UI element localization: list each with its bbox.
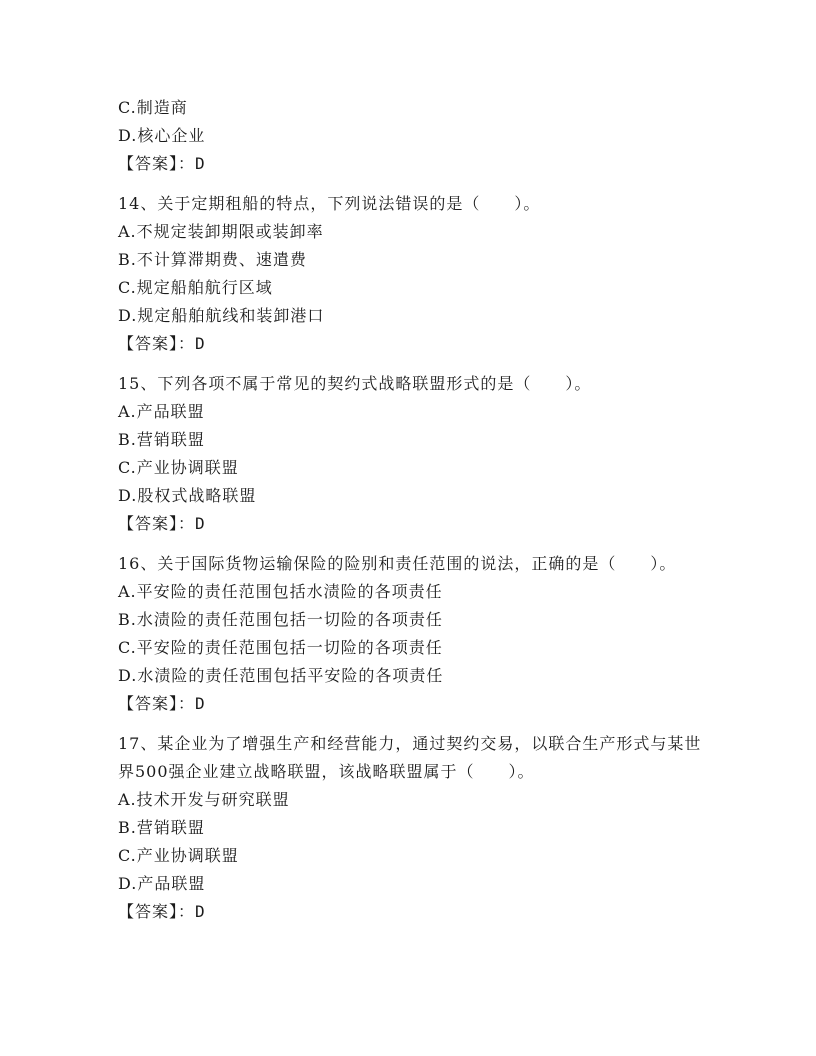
option-a: A.产品联盟 (118, 402, 205, 421)
answer-label: 【答案】： (118, 514, 196, 533)
option-c: C.规定船舶航行区域 (118, 278, 273, 297)
option-d: D.产品联盟 (118, 874, 206, 893)
answer-label: 【答案】： (118, 694, 196, 713)
answer-value: D (195, 694, 206, 713)
answer-line (118, 690, 708, 718)
question-15 (118, 370, 708, 538)
question-16 (118, 550, 708, 718)
option-c: C.产业协调联盟 (118, 458, 239, 477)
option-b: B.营销联盟 (118, 818, 205, 837)
answer-value: D (195, 154, 206, 173)
option-a: A.技术开发与研究联盟 (118, 790, 290, 809)
answer-label: 【答案】： (118, 154, 196, 173)
answer-value: D (195, 514, 206, 533)
option-b: B.营销联盟 (118, 430, 205, 449)
question-14 (118, 190, 708, 358)
option-c: C.产业协调联盟 (118, 846, 239, 865)
option-c: C.平安险的责任范围包括一切险的各项责任 (118, 638, 443, 657)
answer-line (118, 330, 708, 358)
option-d: D.股权式战略联盟 (118, 486, 257, 505)
document-page (118, 94, 708, 926)
prev-question-tail (118, 94, 708, 178)
option-d: D.规定船舶航线和装卸港口 (118, 306, 325, 325)
answer-line (118, 898, 708, 926)
option-d: D.核心企业 (118, 126, 206, 145)
option-b: B.不计算滞期费、速遣费 (118, 250, 307, 269)
question-title: 16、关于国际货物运输保险的险别和责任范围的说法，正确的是（ ）。 (118, 554, 677, 573)
option-a: A.不规定装卸期限或装卸率 (118, 222, 324, 241)
question-17 (118, 730, 708, 926)
answer-label: 【答案】： (118, 334, 196, 353)
answer-line (118, 150, 708, 178)
answer-value: D (195, 334, 206, 353)
answer-line (118, 510, 708, 538)
option-b: B.水渍险的责任范围包括一切险的各项责任 (118, 610, 443, 629)
answer-value: D (195, 902, 206, 921)
answer-label: 【答案】： (118, 902, 196, 921)
question-title: 15、下列各项不属于常见的契约式战略联盟形式的是（ ）。 (118, 374, 592, 393)
question-title: 17、某企业为了增强生产和经营能力，通过契约交易，以联合生产形式与某世界500强企业建立战略联盟，该战略联盟属于（ ）。 (118, 734, 702, 781)
option-c: C.制造商 (118, 98, 188, 117)
question-title: 14、关于定期租船的特点，下列说法错误的是（ ）。 (118, 194, 541, 213)
option-a: A.平安险的责任范围包括水渍险的各项责任 (118, 582, 443, 601)
option-d: D.水渍险的责任范围包括平安险的各项责任 (118, 666, 444, 685)
